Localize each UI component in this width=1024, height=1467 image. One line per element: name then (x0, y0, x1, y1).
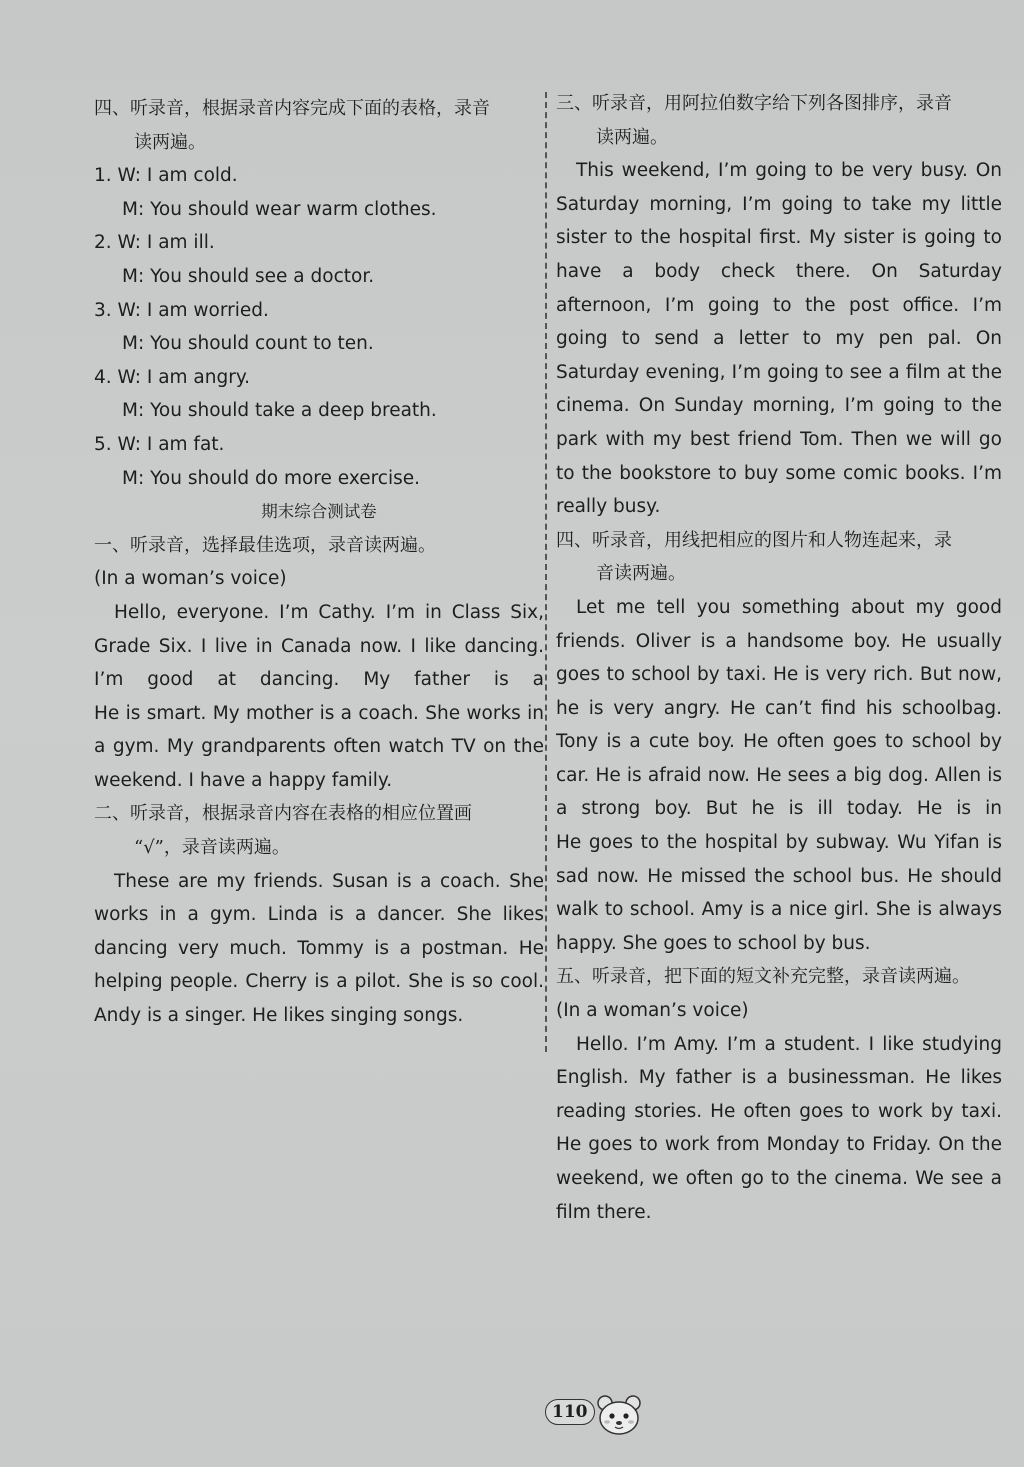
bear-mascot-icon (593, 1393, 647, 1439)
passage-line: sad now. He missed the school bus. He should (556, 865, 1002, 887)
passage-line: He goes to the hospital by subway. Wu Yifan is (556, 832, 1002, 854)
passage-line: I’m good at dancing. My father is a (94, 669, 544, 691)
passage-line: going to send a letter to my pen pal. On (556, 328, 1002, 350)
right-column (556, 87, 1002, 1229)
passage-line: These are my friends. Susan is a coach. She (114, 870, 544, 892)
section-heading: 三、听录音，用阿拉伯数字给下列各图排序，录音 (556, 93, 952, 114)
dialogue-w: 4. W: I am angry. (94, 366, 251, 388)
section-heading-cont: “√”，录音读两遍。 (134, 837, 290, 859)
passage-line: he is very angry. He can’t find his schoolbag. (556, 697, 1002, 719)
dialogue-m: M: You should wear warm clothes. (122, 198, 437, 220)
column-divider (545, 92, 547, 1052)
passage-line: He is smart. My mother is a coach. She works in (94, 702, 544, 724)
section-heading: 四、听录音，用线把相应的图片和人物连起来，录 (556, 529, 952, 551)
section-heading: 一、听录音，选择最佳选项，录音读两遍。 (94, 534, 436, 556)
passage-line: weekend. I have a happy family. (94, 769, 393, 791)
passage-line: Tony is a cute boy. He often goes to school by (556, 731, 1002, 753)
section-heading: 四、听录音，根据录音内容完成下面的表格，录音 (94, 98, 490, 119)
passage-line: have a body check there. On Saturday (556, 260, 1002, 282)
passage-line: car. He is afraid now. He sees a big dog. Allen is (556, 764, 1002, 786)
section-heading-cont: 读两遍。 (596, 126, 668, 148)
dialogue-w: 1. W: I am cold. (94, 165, 238, 187)
dialogue-m: M: You should count to ten. (122, 333, 374, 355)
passage-line: He goes to work from Monday to Friday. On the (556, 1134, 1002, 1156)
passage-line: Saturday evening, I’m going to see a film at the (556, 361, 1002, 383)
section-heading-cont: 读两遍。 (134, 131, 206, 153)
passage-line: to the bookstore to buy some comic books. I’m (556, 462, 1002, 484)
page-footer (545, 1393, 655, 1439)
passage-line: walk to school. Amy is a nice girl. She is always (556, 899, 1002, 921)
passage-line: happy. She goes to school by bus. (556, 932, 871, 954)
passage-line: park with my best friend Tom. Then we will go (556, 428, 1002, 450)
dialogue-w: 2. W: I am ill. (94, 232, 215, 254)
passage-line: goes to school by taxi. He is very rich. But now, (556, 664, 1002, 686)
section-4-listening-table (94, 92, 544, 495)
passage-line: This weekend, I’m going to be very busy. On (576, 160, 1002, 182)
passage-line: dancing very much. Tommy is a postman. He (94, 937, 544, 959)
passage-line: really busy. (556, 496, 661, 518)
page-number: 110 (545, 1399, 595, 1425)
dialogue-m: M: You should do more exercise. (122, 467, 420, 489)
passage-line: a gym. My grandparents often watch TV on the (94, 736, 544, 758)
part-1-listening (94, 529, 544, 798)
dialogue-w: 3. W: I am worried. (94, 299, 269, 321)
section-heading: 二、听录音，根据录音内容在表格的相应位置画 (94, 803, 472, 825)
voice-note: (In a woman’s voice) (556, 1000, 749, 1022)
dialogue-m: M: You should take a deep breath. (122, 400, 437, 422)
section-heading: 五、听录音，把下面的短文补充完整，录音读两遍。 (556, 966, 970, 988)
part-4-listening (556, 524, 1002, 961)
voice-note: (In a woman’s voice) (94, 568, 287, 590)
dialogue-w: 5. W: I am fat. (94, 433, 225, 455)
passage-line: Let me tell you something about my good (576, 596, 1002, 618)
passage-line: reading stories. He often goes to work by taxi. (556, 1100, 1002, 1122)
passage-line: friends. Oliver is a handsome boy. He usually (556, 630, 1002, 652)
passage-line: works in a gym. Linda is a dancer. She likes (94, 904, 544, 926)
section-heading-cont: 音读两遍。 (596, 563, 686, 585)
passage-line: afternoon, I’m going to the post office. I’m (556, 294, 1002, 316)
passage-line: Hello. I’m Amy. I’m a student. I like studying (576, 1033, 1002, 1055)
passage-line: cinema. On Sunday morning, I’m going to the (556, 395, 1002, 417)
passage-line: film there. (556, 1201, 652, 1223)
passage-line: a strong boy. But he is ill today. He is in (556, 798, 1002, 820)
passage-line: Hello, everyone. I’m Cathy. I’m in Class Six, (114, 601, 544, 623)
part-3-listening (556, 87, 1002, 524)
part-2-listening (94, 797, 544, 1032)
left-column (94, 92, 544, 1033)
passage-line: Saturday morning, I’m going to take my little (556, 193, 1002, 215)
passage-line: sister to the hospital first. My sister is going to (556, 227, 1002, 249)
passage-line: Andy is a singer. He likes singing songs. (94, 1005, 464, 1027)
passage-line: Grade Six. I live in Canada now. I like dancing. (94, 635, 544, 657)
part-5-listening (556, 960, 1002, 1229)
exam-title: 期末综合测试卷 (261, 502, 377, 522)
passage-line: English. My father is a businessman. He likes (556, 1067, 1002, 1089)
passage-line: helping people. Cherry is a pilot. She is so cool. (94, 971, 544, 993)
passage-line: weekend, we often go to the cinema. We see a (556, 1168, 1002, 1189)
dialogue-m: M: You should see a doctor. (122, 265, 375, 287)
